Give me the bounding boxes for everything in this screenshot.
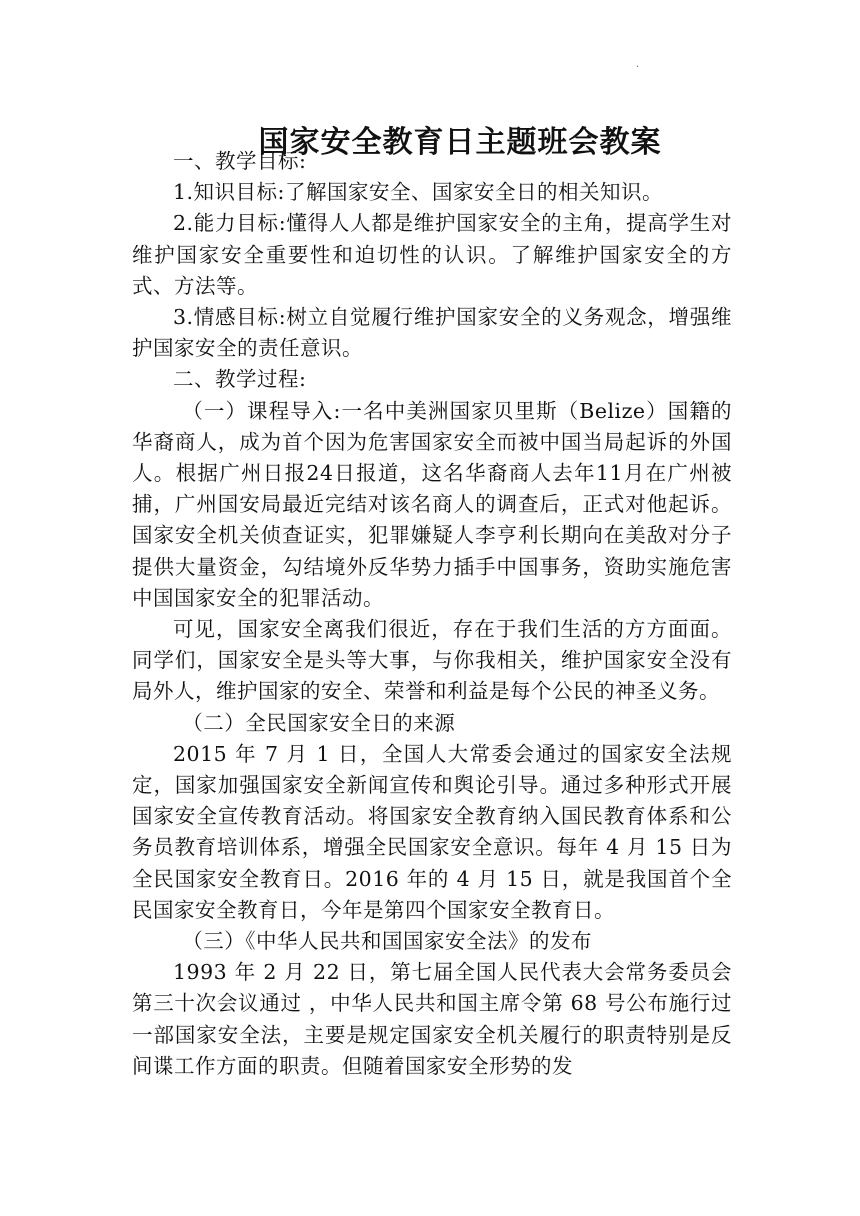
subsection-origin-heading: （二）全民国家安全日的来源: [182, 710, 456, 735]
section-heading-objectives: 一、教学目标:: [173, 149, 307, 173]
paragraph-origin: 2015 年 7 月 1 日，全国人大常委会通过的国家安全法规定，国家加强国家安全新闻宣传和舆论引导。通过多种形式开展国家安全宣传教育活动。将国家安全教育纳入国民教育体系和公务员教育培训体系，增强全民国家安全意识。每年 4 月 15 日为全民国家安全教育日。2016 年的 4 月 15 日，就是我国首个全民国家安全教育日，今年是第四个国家安全教育日。: [132, 741, 732, 922]
corner-mark: .: [636, 59, 640, 70]
document-title: 国家安全教育日主题班会教案: [258, 125, 662, 161]
document-body: [132, 146, 732, 1082]
objective-ability: 2.能力目标:懂得人人都是维护国家安全的主角，提高学生对维护国家安全重要性和迫切性的认识。了解维护国家安全的方式、方法等。: [132, 211, 732, 298]
paragraph-conclusion: 可见，国家安全离我们很近，存在于我们生活的方方面面。同学们，国家安全是头等大事，与你我相关，维护国家安全没有局外人，维护国家的安全、荣誉和利益是每个公民的神圣义务。: [132, 617, 732, 704]
paragraph-law: 1993 年 2 月 22 日，第七届全国人民代表大会常务委员会第三十次会议通过 ，中华人民共和国主席令第 68 号公布施行过一部国家安全法，主要是规定国家安全机关履行的职责特别是反间谍工作方面的职责。但随着国家安全形势的发: [132, 960, 732, 1078]
objective-knowledge: 1.知识目标:了解国家安全、国家安全日的相关知识。: [173, 180, 663, 205]
section-heading-process: 二、教学过程:: [173, 367, 307, 392]
subsection-law-heading: （三）《中华人民共和国国家安全法》的发布: [182, 929, 592, 954]
objective-emotion: 3.情感目标:树立自觉履行维护国家安全的义务观念，增强维护国家安全的责任意识。: [132, 305, 732, 361]
subsection-course-intro: （一）课程导入:一名中美洲国家贝里斯（Belize）国籍的华裔商人，成为首个因为危害国家安全而被中国当局起诉的外国人。根据广州日报24日报道，这名华裔商人去年11月在广州被捕，广州国安局最近完结对该名商人的调查后，正式对他起诉。国家安全机关侦查证实，犯罪嫌疑人李亨利长期向在美敌对分子提供大量资金，勾结境外反华势力插手中国事务，资助实施危害中国国家安全的犯罪活动。: [132, 398, 732, 610]
